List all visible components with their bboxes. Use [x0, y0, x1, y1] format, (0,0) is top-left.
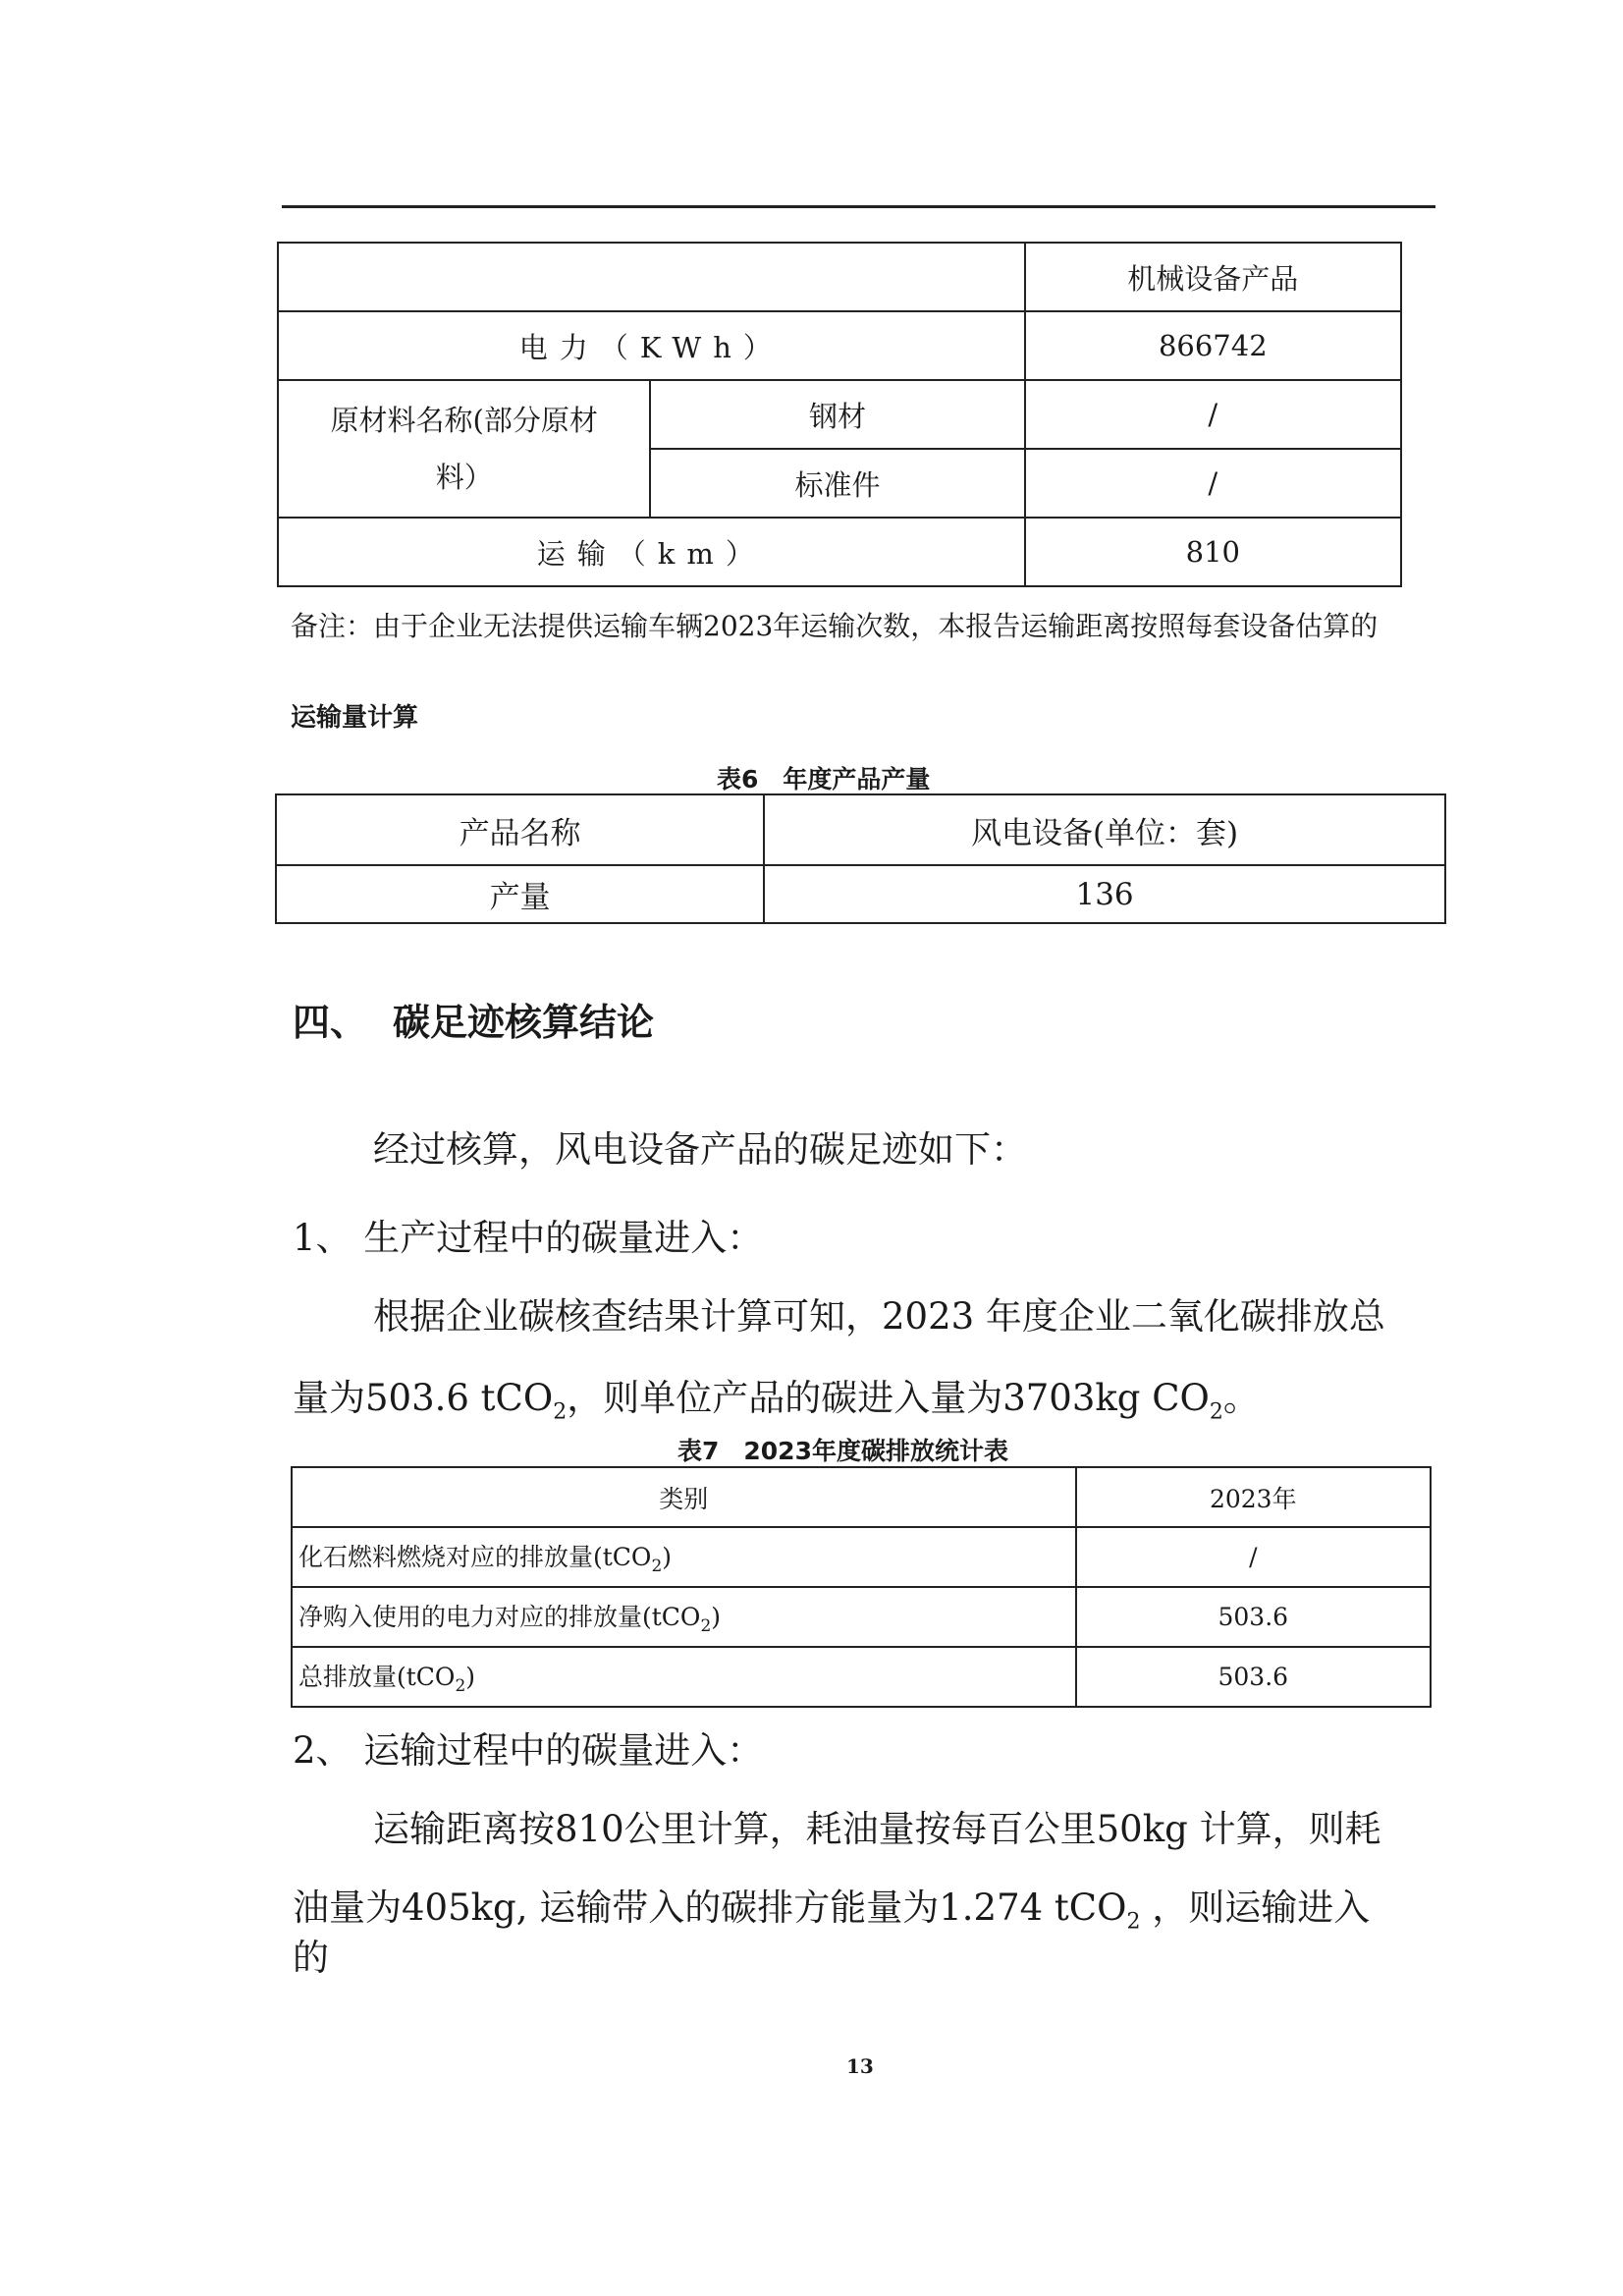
text-span: ，则运输进入	[1140, 1886, 1371, 1929]
table7-row-value: 503.6	[1076, 1587, 1431, 1647]
note-line-2: 运输量计算	[291, 703, 419, 733]
table7-row-label	[292, 1527, 1076, 1587]
table6-header-unit: 风电设备(单位：套)	[764, 794, 1445, 865]
text-span: )	[662, 1543, 673, 1571]
section-heading	[293, 992, 654, 1046]
value-steel: /	[1025, 380, 1401, 449]
subscript: 2	[1126, 1909, 1141, 1935]
subscript: 2	[700, 1616, 712, 1636]
section-number: 四、	[293, 1001, 368, 1044]
subscript: 2	[553, 1399, 568, 1425]
paragraph-2-line-3: 的	[293, 1937, 329, 1979]
table6-row-value: 136	[764, 865, 1445, 923]
table7-header-year: 2023年	[1076, 1467, 1431, 1527]
table7-row-label	[292, 1647, 1076, 1707]
text-span: 总排放量(tCO	[298, 1663, 456, 1691]
table6-header-product: 产品名称	[276, 794, 764, 865]
paragraph-2-line-2	[293, 1878, 1370, 1934]
note-line-1: 备注：由于企业无法提供运输车辆2023年运输次数，本报告运输距离按照每套设备估算的	[291, 610, 1379, 642]
header-rule	[282, 205, 1435, 208]
table7-row-label	[292, 1587, 1076, 1647]
table-cell	[278, 243, 1025, 311]
section-title: 碳足迹核算结论	[393, 1001, 655, 1044]
column-header: 机械设备产品	[1025, 243, 1401, 311]
table7	[291, 1466, 1432, 1708]
paragraph-1-line-2	[293, 1368, 1260, 1424]
row-label-raw-materials: 原材料名称(部分原材料）	[278, 380, 650, 518]
row-label-electricity: 电力（KWh）	[278, 311, 1025, 380]
sub-label-steel: 钢材	[650, 380, 1024, 449]
value-electricity: 866742	[1025, 311, 1401, 380]
text-span: )	[465, 1663, 476, 1691]
materials-table	[277, 242, 1402, 587]
text-span: 化石燃料燃烧对应的排放量(tCO	[298, 1543, 652, 1571]
table7-header-category: 类别	[292, 1467, 1076, 1527]
table7-caption: 表7 2023年度碳排放统计表	[677, 1437, 1008, 1465]
subscript: 2	[1209, 1399, 1223, 1425]
intro-paragraph: 经过核算，风电设备产品的碳足迹如下：	[373, 1128, 1027, 1171]
table6-caption: 表6 年度产品产量	[717, 765, 931, 793]
list-item-2: 2、 运输过程中的碳量进入：	[293, 1729, 764, 1772]
table6-row-label: 产量	[276, 865, 764, 923]
subscript: 2	[651, 1557, 663, 1576]
value-standard-parts: /	[1025, 449, 1401, 518]
subscript: 2	[455, 1676, 466, 1696]
page-number: 13	[846, 2054, 874, 2078]
text-span: ，则单位产品的碳进入量为3703kg CO	[567, 1377, 1210, 1419]
text-span: 。	[1222, 1377, 1260, 1419]
text-span: 量为503.6 tCO	[293, 1377, 554, 1419]
table6	[275, 793, 1446, 924]
list-item-1: 1、 生产过程中的碳量进入：	[293, 1217, 764, 1259]
sub-label-standard-parts: 标准件	[650, 449, 1024, 518]
text-span: )	[711, 1603, 722, 1631]
text-span: 净购入使用的电力对应的排放量(tCO	[298, 1603, 701, 1631]
value-transport: 810	[1025, 518, 1401, 586]
table7-row-value: /	[1076, 1527, 1431, 1587]
text-span: 油量为405kg, 运输带入的碳排方能量为1.274 tCO	[293, 1886, 1127, 1929]
paragraph-1-line-1: 根据企业碳核查结果计算可知，2023 年度企业二氧化碳排放总	[373, 1295, 1385, 1338]
paragraph-2-line-1: 运输距离按810公里计算，耗油量按每百公里50kg 计算，则耗	[373, 1808, 1381, 1850]
row-label-transport: 运输（km）	[278, 518, 1025, 586]
table7-row-value: 503.6	[1076, 1647, 1431, 1707]
